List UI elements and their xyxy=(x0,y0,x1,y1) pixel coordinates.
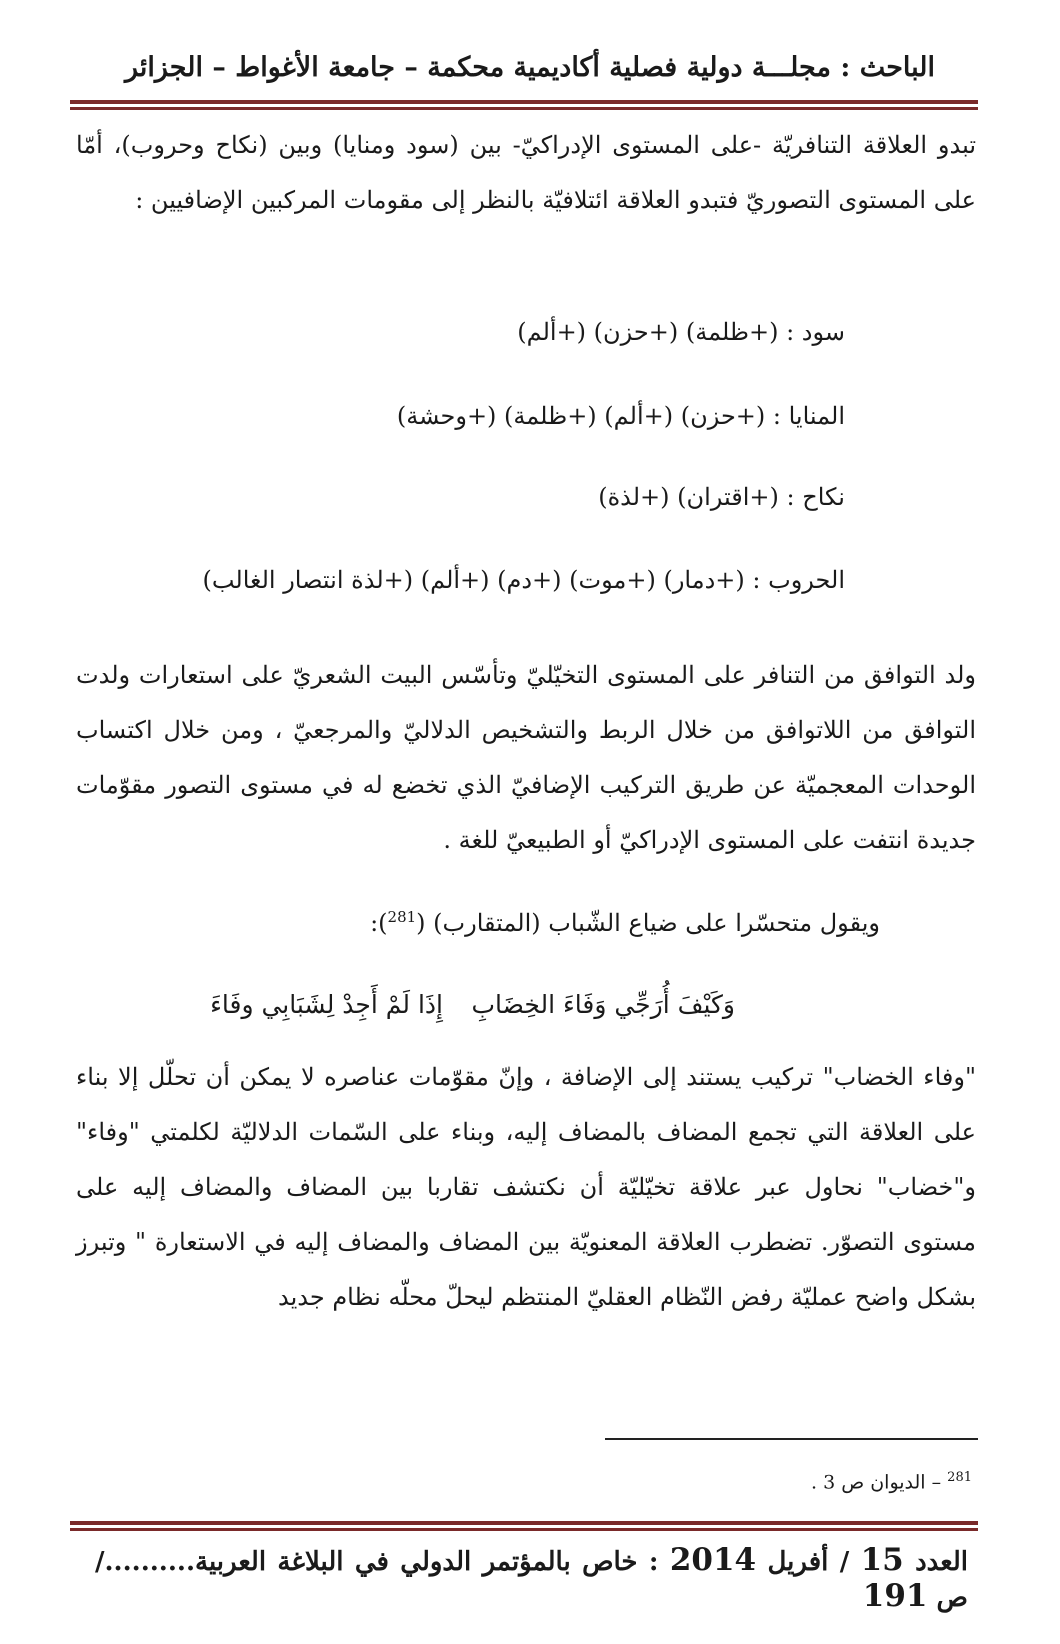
footer-special-label: : خاص بالمؤتمر الدولي في البلاغة العربية........../ ص xyxy=(95,1547,968,1613)
paragraph-1: تبدو العلاقة التنافريّة -على المستوى الإدراكيّ- بين (سود ومنايا) وبين (نكاح وحروب)، أمّا على المستوى التصوريّ فتبدو العلاقة ائتلافيّة بالنظر إلى مقومات المركبين الإضافيين : xyxy=(76,131,976,214)
verse-introduction xyxy=(370,908,880,937)
feature-line-manaya: المنايا : (+حزن) (+ألم) (+ظلمة) (+وحشة) xyxy=(396,402,845,430)
footer-rule-thick xyxy=(70,1521,978,1525)
header-rule-thin xyxy=(70,107,978,110)
footer-issue-number: 15 xyxy=(860,1542,904,1578)
verse-second-hemistich: إِذَا لَمْ أَجِدْ لِشَبَابِي وفَاءَ xyxy=(210,990,443,1019)
feature-line-sud: سود : (+ظلمة) (+حزن) (+ألم) xyxy=(517,318,845,346)
header-rule-thick xyxy=(70,100,978,104)
footer-page-number: 191 xyxy=(862,1578,928,1614)
footnote xyxy=(811,1470,972,1493)
feature-line-nikah: نكاح : (+اقتران) (+لذة) xyxy=(598,483,845,511)
footer-year: 2014 xyxy=(669,1542,757,1578)
feature-line-hurub: الحروب : (+دمار) (+موت) (+دم) (+ألم) (+لذة انتصار الغالب) xyxy=(202,566,845,594)
footer-rule-thin xyxy=(70,1528,978,1531)
verse-first-hemistich: وَكَيْفَ أُرَجِّي وَفَاءَ الخِضَابِ xyxy=(471,990,735,1019)
verse-intro-text: ويقول متحسّرا على ضياع الشّباب (المتقارب) ( xyxy=(416,909,880,937)
footnote-text: – الديوان ص 3 . xyxy=(810,1471,948,1494)
paragraph-2: ولد التوافق من التنافر على المستوى التخيّليّ وتأسّس البيت الشعريّ على استعارات ولدت التوافق من اللاتوافق من خلال الربط والتشخيص الدلاليّ والمرجعيّ ، ومن خلال اكتساب الوحدات المعجميّة عن طريق التركيب الإضافيّ الذي تخضع له في مستوى التصور مقوّمات جديدة انتفت على المستوى الإدراكيّ أو الطبيعيّ للغة . xyxy=(76,661,976,854)
footer-issue-label: العدد xyxy=(915,1547,968,1577)
footnote-ref-marker: 281 xyxy=(387,908,417,926)
footer-date-label: / أفريل xyxy=(756,1547,861,1577)
journal-header-title: الباحث : مجلـــة دولية فصلية أكاديمية محكمة – جامعة الأغواط – الجزائر xyxy=(124,52,936,83)
page-footer xyxy=(95,1542,968,1614)
footnote-number: 281 xyxy=(947,1470,972,1485)
footnote-separator xyxy=(605,1438,978,1440)
paragraph-3: "وفاء الخضاب" تركيب يستند إلى الإضافة ، وإنّ مقوّمات عناصره لا يمكن أن تحلّل إلا بناء على العلاقة التي تجمع المضاف بالمضاف إليه، وبناء على السّمات الدلاليّة لكلمتي "وفاء" و"خضاب" نحاول عبر علاقة تخيّليّة أن نكتشف تقاربا بين المضاف والمضاف إليه على مستوى التصوّر. تضطرب العلاقة المعنويّة بين المضاف والمضاف إليه في الاستعارة " وتبرز بشكل واضح عمليّة رفض النّظام العقليّ المنتظم ليحلّ محلّه نظام جديد xyxy=(76,1063,976,1311)
verse-intro-close: ): xyxy=(370,909,388,937)
